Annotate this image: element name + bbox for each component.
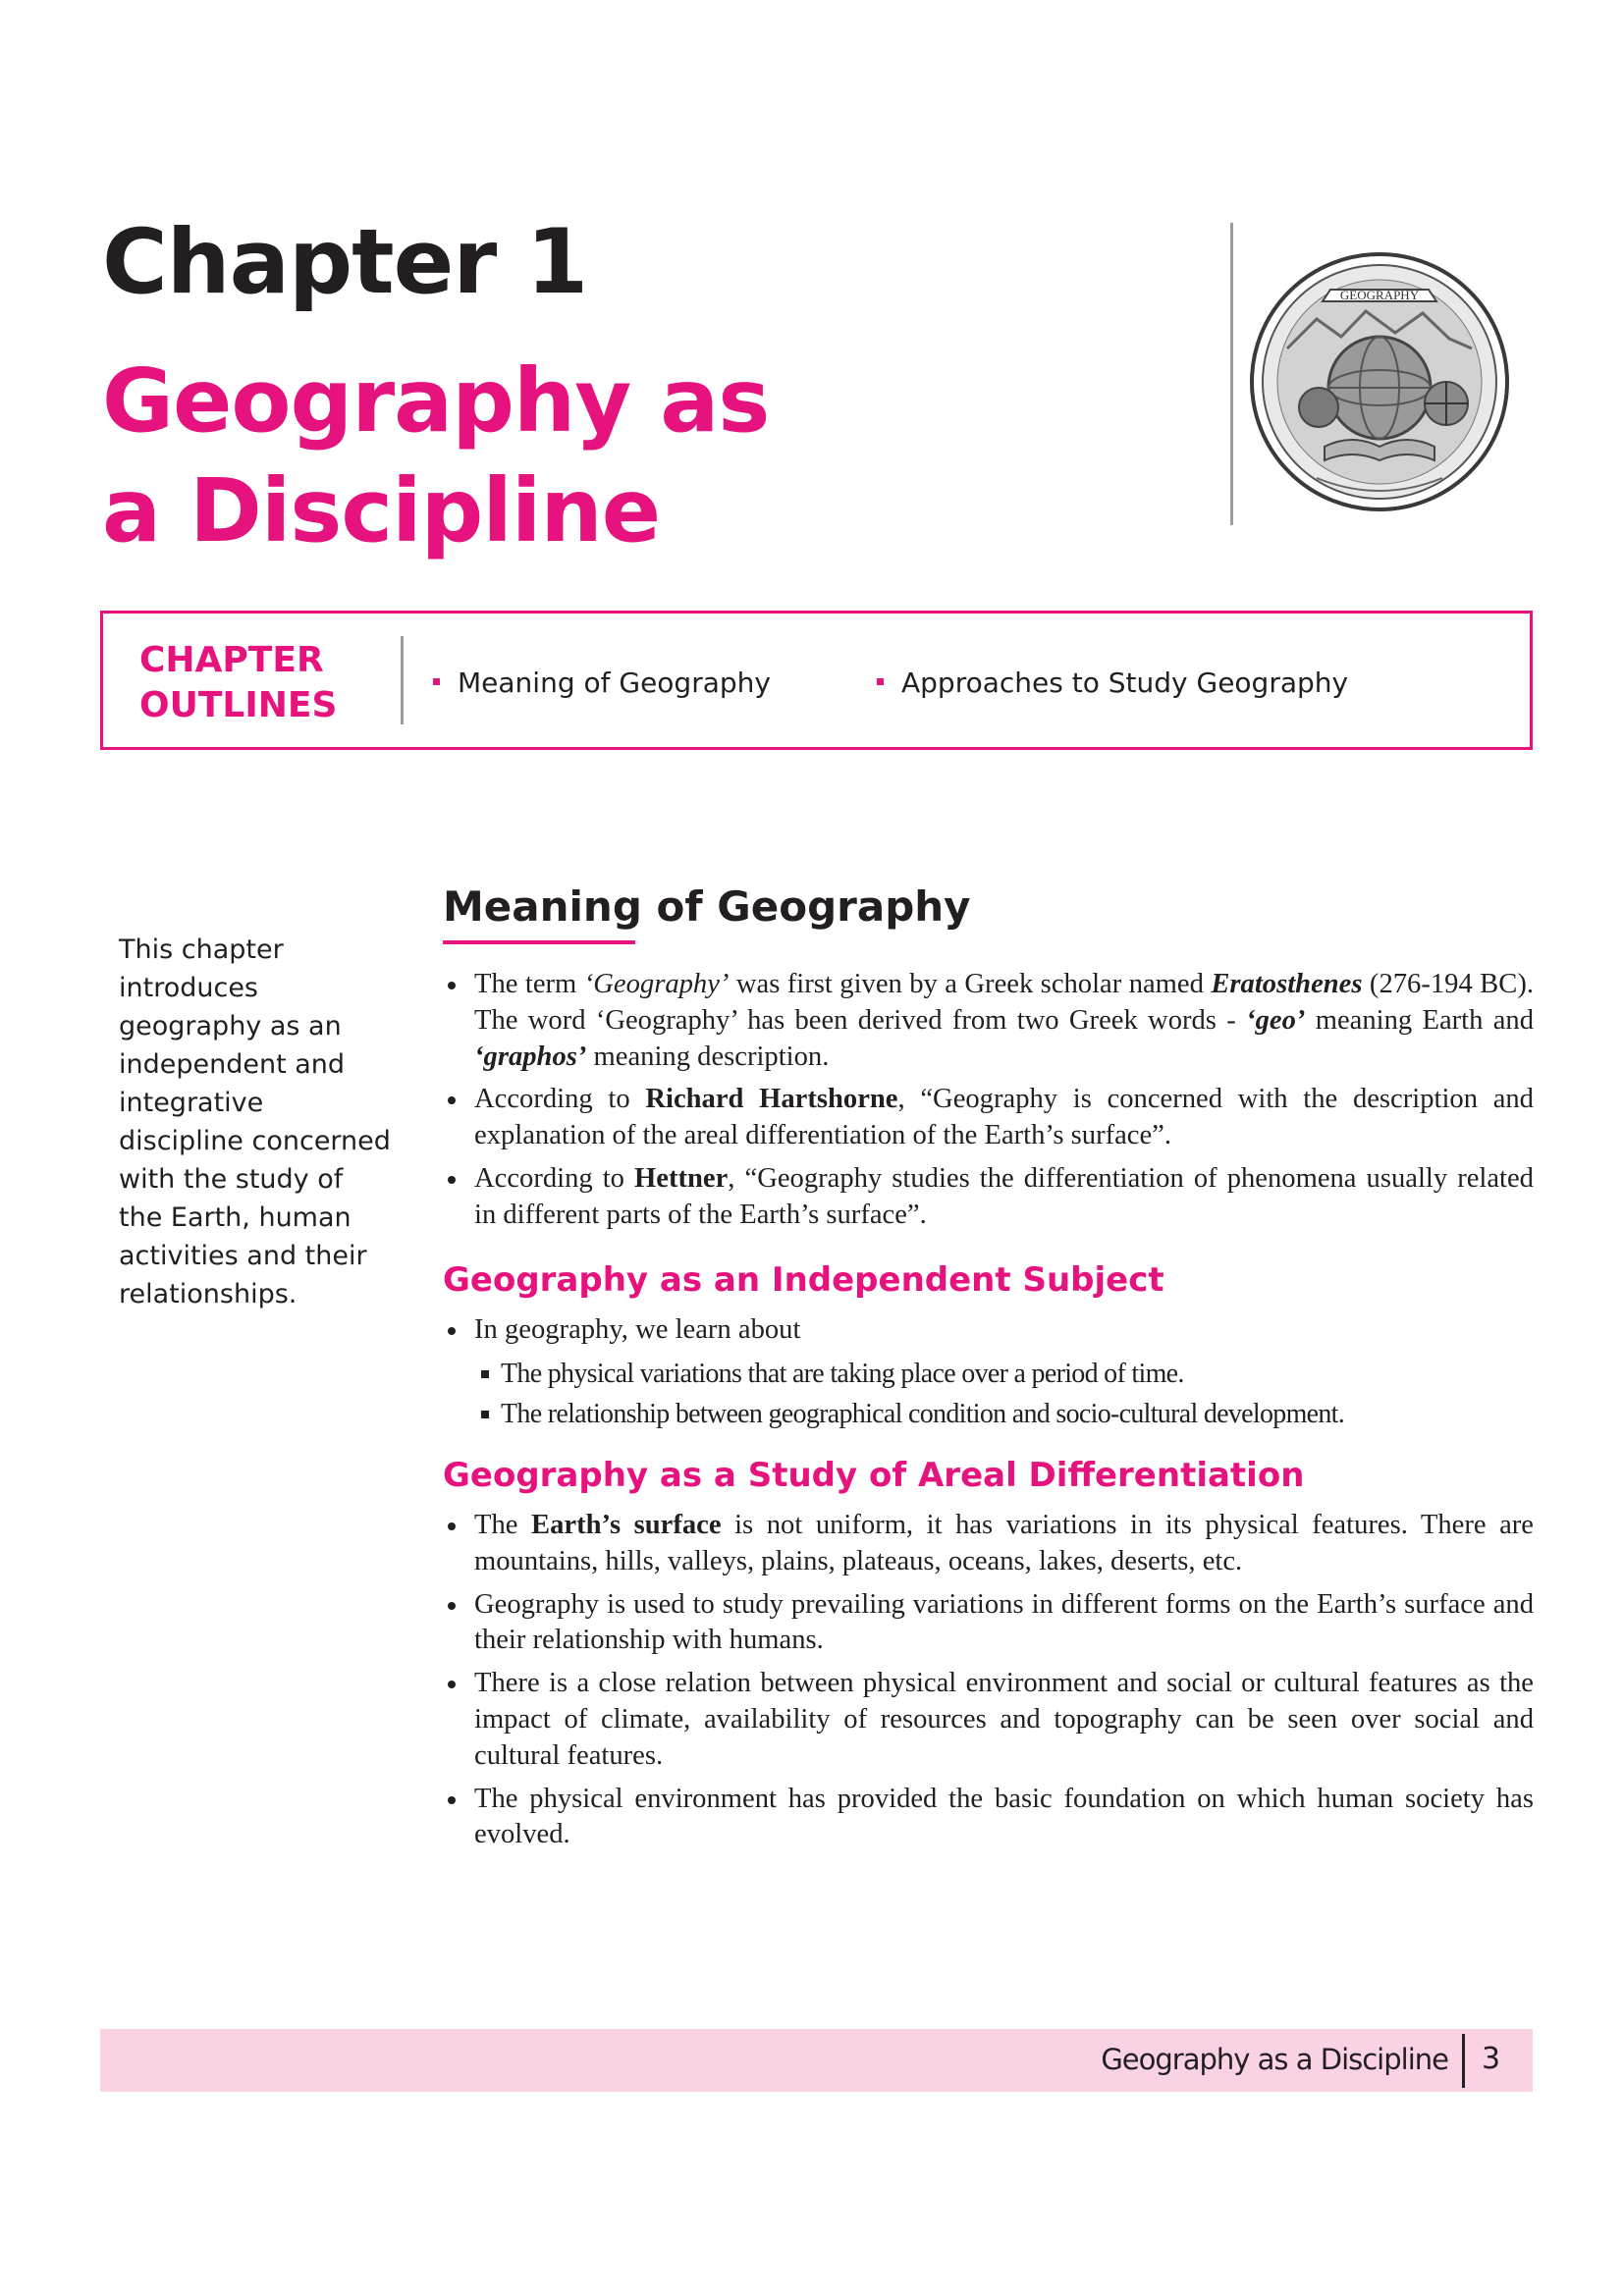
chapter-label: Chapter 1	[102, 211, 588, 314]
areal-bullet-list	[444, 1508, 1534, 1860]
list-item: According to Hettner, “Geography studies the differentiation of phenomena usually related in different parts of the Earth’s surface”.	[444, 1161, 1534, 1234]
page-number: 3	[1482, 2042, 1501, 2076]
subsection-heading: Geography as an Independent Subject	[443, 1260, 1164, 1300]
geography-emblem-image	[1248, 250, 1511, 513]
list-item: The Earth’s surface is not uniform, it has variations in its physical features. There are mountains, hills, valleys, plains, plateaus, oceans, lakes, deserts, etc.	[444, 1508, 1534, 1580]
subsection-heading: Geography as a Study of Areal Differentiation	[443, 1456, 1305, 1495]
list-item: Geography is used to study prevailing variations in different forms on the Earth’s surface and their relationship with humans.	[444, 1587, 1534, 1660]
list-item: The physical environment has provided the basic foundation on which human society has evolved.	[444, 1782, 1534, 1854]
sub-list-item: The relationship between geographical condition and socio-cultural development.	[474, 1394, 1534, 1434]
outline-divider	[401, 636, 404, 724]
heading-underline	[443, 940, 635, 944]
sidebar-note: This chapter introduces geography as an independent and integrative discipline concerned with the study of the Earth, human activities and their relationships.	[119, 934, 391, 1309]
section-heading: Meaning of Geography	[443, 882, 971, 931]
sub-list-item: The physical variations that are taking place over a period of time.	[474, 1354, 1534, 1394]
chapter-title: Geography as a Discipline	[102, 349, 770, 561]
independent-bullet-list	[444, 1312, 1534, 1441]
list-item: In geography, we learn about The physical variations that are taking place over a period of time. The relationship between geographical condition and socio-cultural development.	[444, 1312, 1534, 1434]
footer-title: Geography as a Discipline	[1101, 2043, 1448, 2076]
list-item: There is a close relation between physical environment and social or cultural features as the impact of climate, availability of resources and topography can be seen over social and cultural features.	[444, 1666, 1534, 1774]
outline-item: Meaning of Geography	[433, 664, 771, 703]
chapter-outlines-heading: CHAPTER OUTLINES	[139, 640, 338, 725]
outline-item: Approaches to Study Geography	[877, 664, 1348, 703]
header-divider	[1230, 223, 1233, 525]
meaning-bullet-list	[444, 967, 1534, 1241]
square-bullet-icon	[433, 678, 440, 685]
footer-divider	[1462, 2034, 1465, 2088]
square-bullet-icon	[877, 678, 884, 685]
sub-list	[474, 1354, 1534, 1434]
list-item: According to Richard Hartshorne, “Geography is concerned with the description and explanation of the areal differentiation of the Earth’s surface”.	[444, 1082, 1534, 1154]
list-item: The term ‘Geography’ was first given by a Greek scholar named Eratosthenes (276-194 BC). The word ‘Geography’ has been derived from two Greek words - ‘geo’ meaning Earth and ‘graphos’ meaning description.	[444, 967, 1534, 1075]
emblem-text: GEOGRAPHY	[1339, 288, 1420, 302]
